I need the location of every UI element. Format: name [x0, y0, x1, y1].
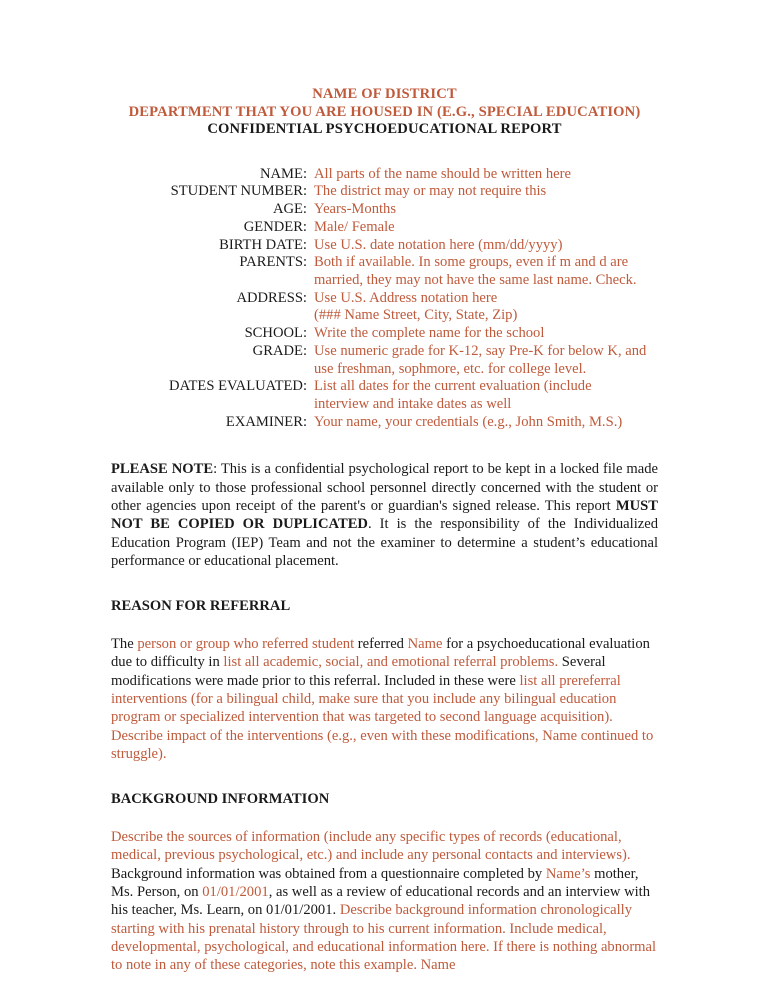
field-value-line: interview and intake dates as well: [314, 395, 512, 412]
field-label-examiner: EXAMINER:: [225, 413, 307, 430]
title-line-district: NAME OF DISTRICT: [312, 86, 457, 102]
spacer: [111, 808, 658, 828]
table-row: [111, 343, 658, 378]
field-value-line: Use U.S. Address notation here: [314, 289, 498, 306]
field-value-line: All parts of the name should be written here: [314, 165, 571, 182]
field-value-line: Write the complete name for the school: [314, 325, 545, 342]
field-value-line: use freshman, sophmore, etc. for college level.: [314, 360, 587, 377]
field-label-student-number: STUDENT NUMBER:: [170, 183, 307, 200]
text-run: list all academic, social, and emotional referral problems.: [223, 654, 559, 671]
field-value-examiner: [314, 414, 658, 432]
text-run: , as well as a review of educational records and an interview with his teacher, Ms. Learn, on 01/01/2001.: [111, 884, 651, 919]
text-run: person or group who referred student: [137, 636, 355, 653]
field-value-line: married, they may not have the same last name. Check.: [314, 272, 637, 288]
spacer: [111, 763, 658, 790]
field-value-address: [314, 290, 658, 325]
field-label-grade: GRADE:: [252, 342, 307, 359]
field-label-name: NAME:: [259, 165, 307, 182]
text-run: referred: [354, 636, 408, 653]
field-value-line: The district may or may not require this: [314, 183, 547, 200]
spacer: [111, 615, 658, 635]
table-row: [111, 254, 658, 289]
field-value-line: (### Name Street, City, State, Zip): [314, 307, 518, 324]
field-value-grade: [314, 343, 658, 378]
section-body-reason-for-referral: [111, 635, 658, 763]
text-run: Background information was obtained from a questionnaire completed by: [111, 865, 546, 882]
please-note-paragraph: [111, 460, 658, 570]
field-value-parents: [314, 254, 658, 289]
table-row: [111, 378, 658, 413]
text-run: Name’s: [545, 865, 591, 882]
spacer: [111, 431, 658, 460]
section-heading-reason-for-referral: REASON FOR REFERRAL: [111, 598, 291, 615]
table-row: [111, 201, 658, 219]
title-line-department: DEPARTMENT THAT YOU ARE HOUSED IN (E.G., SPECIAL EDUCATION): [128, 103, 641, 120]
table-row: [111, 183, 658, 201]
student-information-table: [111, 166, 658, 432]
document-content: [111, 86, 658, 975]
field-value-line: Your name, your credentials (e.g., John Smith, M.S.): [314, 413, 623, 430]
field-value-school: [314, 325, 658, 343]
field-label-address: ADDRESS:: [236, 289, 307, 306]
text-run: 01/01/2001: [202, 884, 269, 901]
section-heading-background-information: BACKGROUND INFORMATION: [111, 791, 330, 808]
table-row: [111, 219, 658, 237]
field-value-dates-evaluated: [314, 378, 658, 413]
please-note-segment-one: : This is a confidential psychological report to be kept in a locked file made available only to those professional school personnel directly concerned with the student or other agencies upon receipt of the parent's or guardian's signed release. This report: [111, 461, 659, 514]
field-value-student-number: [314, 183, 658, 201]
field-label-gender: GENDER:: [243, 218, 307, 235]
table-row: [111, 325, 658, 343]
field-label-parents: PARENTS:: [239, 254, 307, 271]
field-value-age: [314, 201, 658, 219]
text-run: mother, Ms. Person, on: [111, 865, 639, 901]
report-title-block: [111, 86, 658, 139]
field-value-line: Both if available. In some groups, even if m and d are: [314, 254, 629, 271]
field-label-dates-evaluated: DATES EVALUATED:: [169, 378, 307, 395]
title-line-report-type: CONFIDENTIAL PSYCHOEDUCATIONAL REPORT: [207, 121, 562, 138]
text-run: Several modifications were made prior to this referral. Included in these were: [111, 654, 606, 689]
please-note-segment-two: . It is the responsibility of the Individualized Education Program (IEP) Team and not the examiner to determine a student’s educational performance or educational placement.: [111, 516, 658, 569]
field-label-birth-date: BIRTH DATE:: [219, 236, 307, 253]
table-row: [111, 237, 658, 255]
field-value-gender: [314, 219, 658, 237]
field-value-line: Years-Months: [314, 201, 397, 218]
text-run: The: [111, 636, 138, 653]
student-information-body: [111, 166, 658, 432]
text-run: Name: [407, 636, 443, 653]
field-label-school: SCHOOL:: [244, 325, 307, 342]
field-value-name: [314, 166, 658, 184]
please-note-emphasis: MUST NOT BE COPIED OR DUPLICATED: [111, 497, 658, 533]
section-body-background-information: [111, 828, 658, 974]
field-value-birth-date: [314, 237, 658, 255]
please-note-lead: PLEASE NOTE: [111, 461, 214, 478]
field-value-line: Use U.S. date notation here (mm/dd/yyyy): [314, 236, 563, 253]
table-row: [111, 166, 658, 184]
field-label-age: AGE:: [272, 201, 307, 218]
field-value-line: Use numeric grade for K-12, say Pre-K for below K, and: [314, 342, 647, 359]
field-value-line: Male/ Female: [314, 218, 395, 235]
field-value-line: List all dates for the current evaluation (include: [314, 378, 592, 395]
table-row: [111, 290, 658, 325]
text-run: Describe background information chronologically starting with his prenatal history through to his current information. Include medical, developmental, psychological, and educational information here. If there is nothing abnormal to note in any of these categories, note this example. Name: [111, 902, 657, 974]
table-row: [111, 414, 658, 432]
text-run: for a psychoeducational evaluation due to difficulty in: [111, 636, 650, 671]
text-run: Describe the sources of information (include any specific types of records (educational, medical, previous psychological, etc.) and include any personal contacts and interviews).: [111, 829, 631, 864]
spacer: [111, 570, 658, 597]
text-run: list all prereferral interventions (for a bilingual child, make sure that you include any bilingual education program or specialized intervention that was targeted to second language acquisition). Describe impact of the interventions (e.g., even with these modifications, Name continued to struggle).: [111, 672, 654, 762]
